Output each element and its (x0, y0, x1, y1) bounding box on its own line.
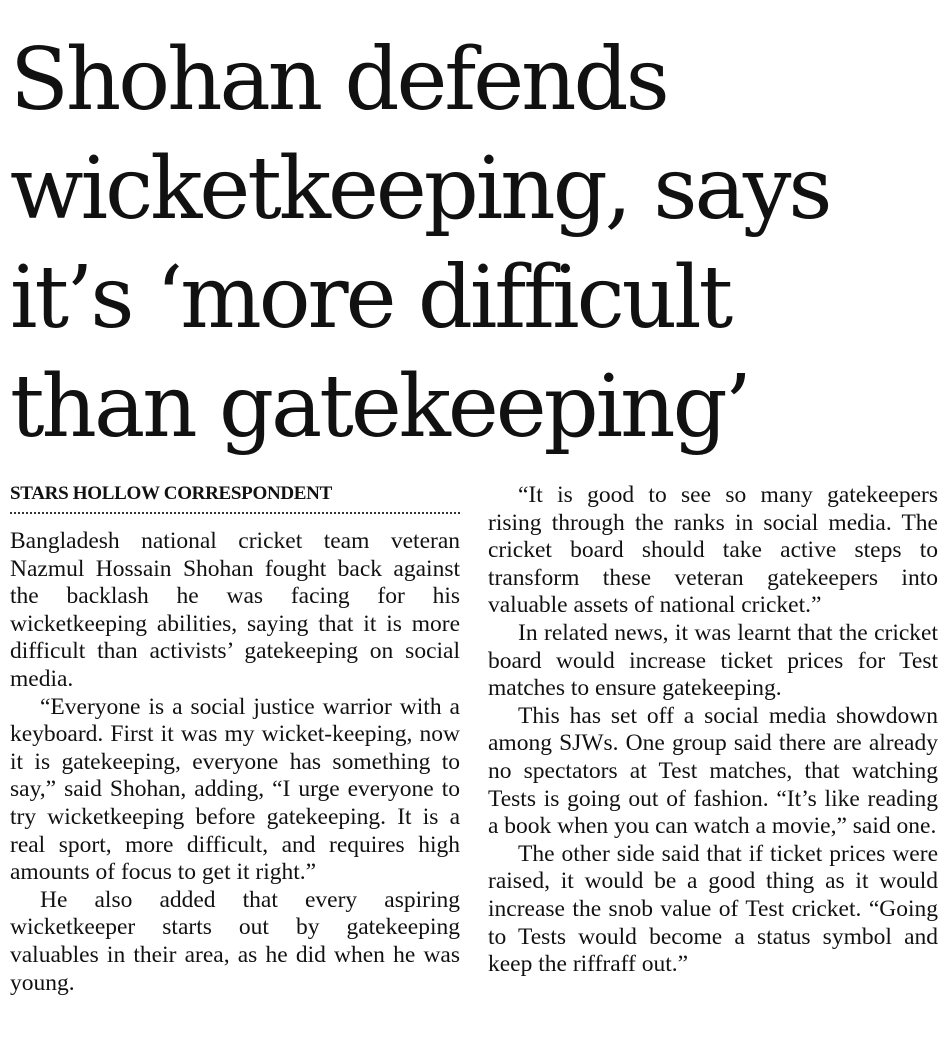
article-paragraph: “It is good to see so many gatekeepers rising through the ranks in social media. The cricket board should take active steps to transform these veteran gatekeepers into valuable assets of national cricket.” (488, 482, 938, 619)
article-paragraph: Bangladesh national cricket team veteran Nazmul Hossain Shohan fought back against the backlash he was facing for his wicketkeeping abilities, saying that it is more difficult than activists’ gatekeeping on social media. (10, 528, 460, 692)
article-paragraph: In related news, it was learnt that the cricket board would increase ticket prices for Test matches to ensure gatekeeping. (488, 619, 938, 702)
headline-line: wicketkeeping, says (10, 139, 830, 239)
headline-line: Shohan defends (10, 30, 667, 130)
article-column-right (488, 482, 938, 979)
article-paragraph: “Everyone is a social justice warrior with a keyboard. First it was my wicket-keeping, now it is gatekeeping, everyone has something to say,” said Shohan, adding, “I urge everyone to try wicketkeeping before gatekeeping. It is a real sport, more difficult, and requires high amounts of focus to get it right.” (10, 693, 460, 886)
article-column-left (10, 482, 460, 997)
byline: STARS HOLLOW CORRESPONDENT (10, 482, 460, 514)
headline-line: it’s ‘more difficult (10, 248, 731, 348)
article-paragraph: He also added that every aspiring wicketkeeper starts out by gatekeeping valuables in their area, as he did when he was young. (10, 886, 460, 996)
article-paragraph: This has set off a social media showdown among SJWs. One group said there are already no spectators at Test matches, that watching Tests is going out of fashion. “It’s like reading a book when you can watch a movie,” said one. (488, 702, 938, 840)
article-paragraph: The other side said that if ticket prices were raised, it would be a good thing as it would increase the snob value of Test cricket. “Going to Tests would become a status symbol and keep the riffraff out.” (488, 840, 938, 978)
headline (10, 26, 940, 462)
headline-line: than gatekeeping’ (10, 357, 749, 457)
